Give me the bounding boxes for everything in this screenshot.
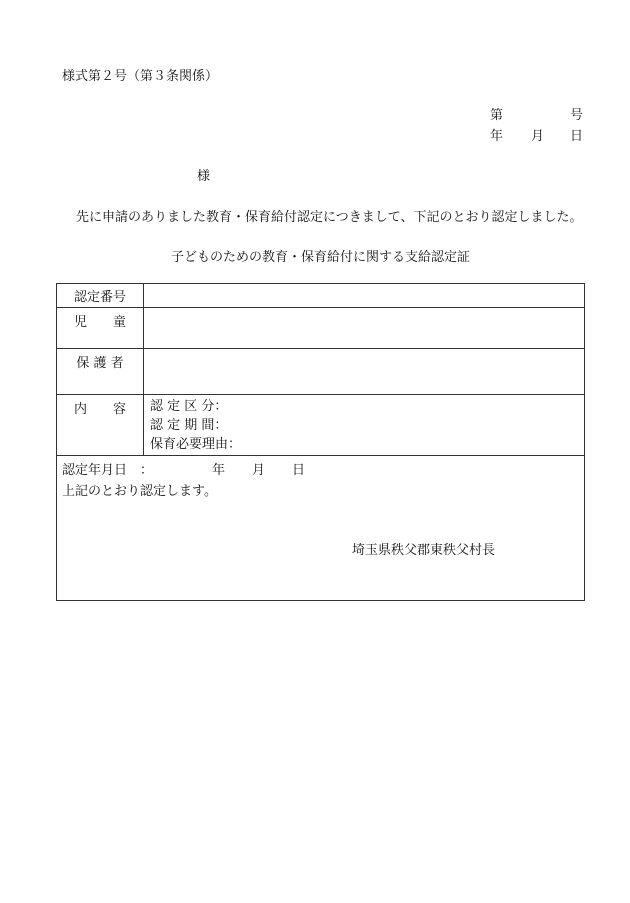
cert-date-year: 年	[212, 463, 226, 478]
content-label-cell	[57, 395, 144, 456]
date-day: 日	[570, 129, 584, 144]
content-items-cell	[144, 395, 585, 456]
cert-number-label: 認定番号	[73, 290, 126, 305]
certification-cell	[57, 456, 585, 601]
form-title: 様式第２号（第３条関係）	[62, 69, 219, 84]
content-item-category: 認 定 区 分：	[150, 399, 228, 414]
number-prefix: 第	[490, 108, 504, 123]
content-item-period: 認 定 期 間：	[150, 418, 228, 433]
guardian-label-cell	[57, 349, 144, 395]
number-suffix: 号	[570, 108, 584, 123]
cert-date-month: 月	[252, 463, 266, 478]
addressee-suffix: 様	[197, 169, 211, 184]
child-value	[144, 308, 585, 349]
row-content	[57, 395, 585, 456]
content-item-reason: 保育必要理由：	[150, 437, 242, 452]
child-label: 児 童	[73, 315, 126, 330]
guardian-value	[144, 349, 585, 395]
cert-date-label: 認定年月日 ：	[62, 463, 154, 478]
issuer-name: 埼玉県秩父郡東秩父村長	[352, 543, 496, 558]
date-month: 月	[531, 129, 545, 144]
certificate-title: 子どものための教育・保育給付に関する支給認定証	[171, 250, 471, 265]
row-child	[57, 308, 585, 349]
child-label-cell	[57, 308, 144, 349]
cert-number-value	[144, 284, 585, 308]
date-year: 年	[490, 129, 504, 144]
row-cert-number	[57, 284, 585, 308]
cert-date-day: 日	[292, 463, 306, 478]
cert-number-label-cell	[57, 284, 144, 308]
certification-statement: 上記のとおり認定します。	[62, 484, 217, 499]
content-label: 内 容	[73, 402, 126, 417]
row-certification	[57, 456, 585, 601]
certificate-table	[56, 283, 585, 601]
row-guardian	[57, 349, 585, 395]
guardian-label: 保 護 者	[76, 356, 124, 371]
intro-text: 先に申請のありました教育・保育給付認定につきまして、下記のとおり認定しました。	[76, 210, 583, 225]
